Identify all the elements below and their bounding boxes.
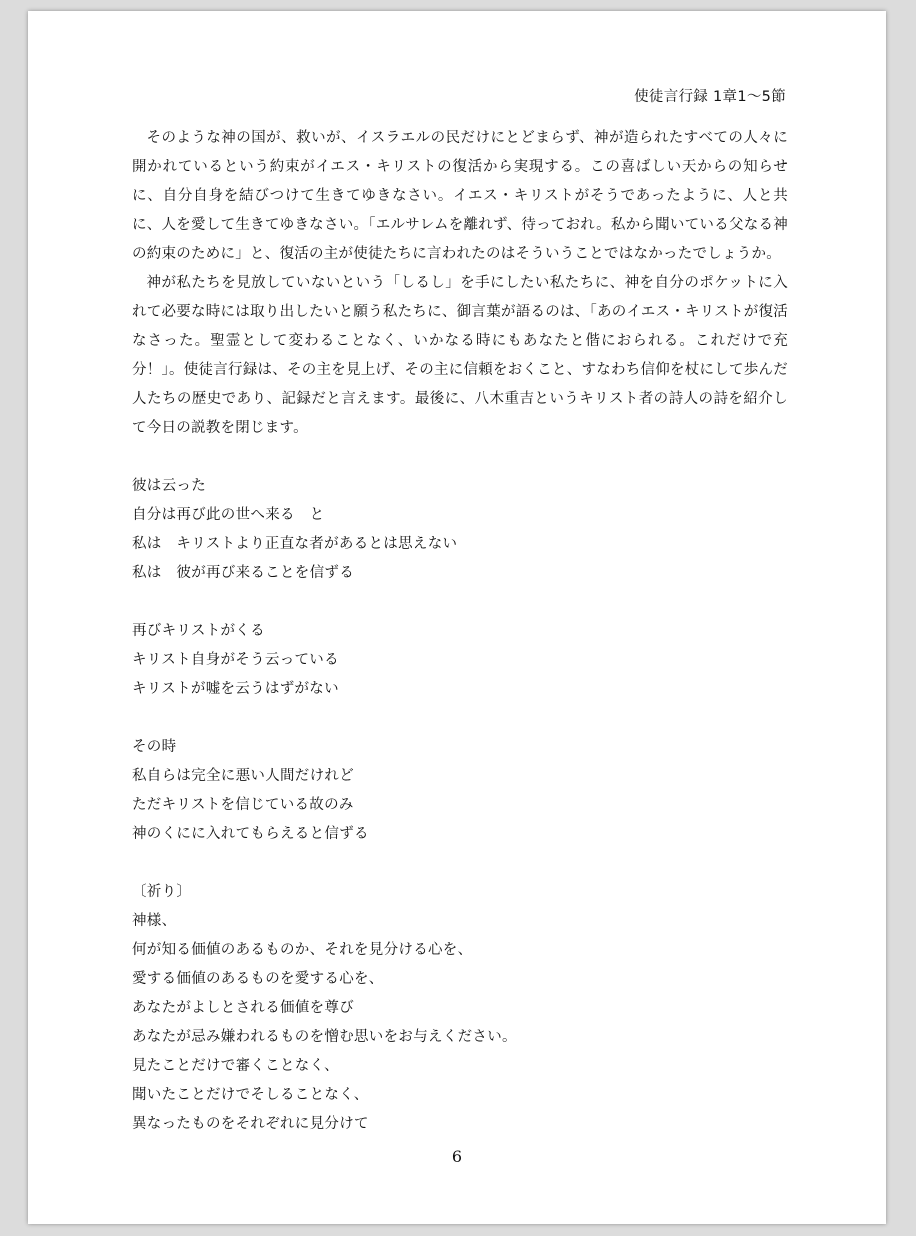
poem-stanza-1 bbox=[132, 472, 788, 588]
poem-line: その時 bbox=[132, 739, 177, 755]
poem-line: キリストが嘘を云うはずがない bbox=[132, 681, 339, 697]
poem-line: キリスト自身がそう云っている bbox=[132, 652, 339, 668]
prayer-line: 見たことだけで審くことなく、 bbox=[132, 1058, 339, 1074]
spacer bbox=[132, 704, 788, 733]
page-number: 6 bbox=[451, 1147, 463, 1166]
spacer bbox=[132, 588, 788, 617]
prayer-line: 異なったものをそれぞれに見分けて bbox=[132, 1116, 369, 1132]
poem-line: 彼は云った bbox=[132, 478, 206, 494]
document-page bbox=[28, 11, 886, 1224]
poem-line: 再びキリストがくる bbox=[132, 623, 265, 639]
spacer bbox=[132, 849, 788, 878]
prayer-section bbox=[132, 878, 788, 1139]
poem-line: 私は キリストより正直な者があるとは思えない bbox=[132, 536, 458, 552]
poem-stanza-3 bbox=[132, 733, 788, 849]
poem-line: 自分は再び此の世へ来る と bbox=[132, 507, 325, 523]
prayer-line: あなたが忌み嫌われるものを憎む思いをお与えください。 bbox=[132, 1029, 517, 1045]
prayer-line: 聞いたことだけでそしることなく、 bbox=[132, 1087, 369, 1103]
poem-line: 私は 彼が再び来ることを信ずる bbox=[132, 565, 354, 581]
poem-line: 私自らは完全に悪い人間だけれど bbox=[132, 768, 354, 784]
prayer-line: あなたがよしとされる価値を尊び bbox=[132, 1000, 354, 1016]
poem-line: ただキリストを信じている故のみ bbox=[132, 797, 354, 813]
sermon-body bbox=[132, 124, 788, 1139]
running-header: 使徒言行録 1章1〜5節 bbox=[634, 89, 786, 105]
paragraph: そのような神の国が、救いが、イスラエルの民だけにとどまらず、神が造られたすべての人々に開かれているという約束がイエス・キリストの復活から実現する。この喜ばしい天からの知らせに、自分自身を結びつけて生きてゆきなさい。イエス・キリストがそうであったように、人と共に、人を愛して生きてゆきなさい。「エルサレムを離れず、待っておれ。私から聞いている父なる神の約束のために」と、復活の主が使徒たちに言われたのはそういうことではなかったでしょうか。 bbox=[132, 130, 788, 262]
poem-line: 神のくにに入れてもらえると信ずる bbox=[132, 826, 369, 842]
prayer-line: 愛する価値のあるものを愛する心を、 bbox=[132, 971, 384, 987]
prayer-line: 何が知る価値のあるものか、それを見分ける心を、 bbox=[132, 942, 473, 958]
prayer-line: 神様、 bbox=[132, 913, 177, 929]
paragraph: 神が私たちを見放していないという「しるし」を手にしたい私たちに、神を自分のポケットに入れて必要な時には取り出したいと願う私たちに、御言葉が語るのは、「あのイエス・キリストが復活なさった。聖霊として変わることなく、いかなる時にもあなたと偕におられる。これだけで充分！」。使徒言行録は、その主を見上げ、その主に信頼をおくこと、すなわち信仰を杖にして歩んだ人たちの歴史であり、記録だと言えます。最後に、八木重吉というキリスト者の詩人の詩を紹介して今日の説教を閉じます。 bbox=[132, 275, 788, 436]
spacer bbox=[132, 443, 788, 472]
poem-stanza-2 bbox=[132, 617, 788, 704]
prayer-heading: 〔祈り〕 bbox=[132, 884, 192, 900]
